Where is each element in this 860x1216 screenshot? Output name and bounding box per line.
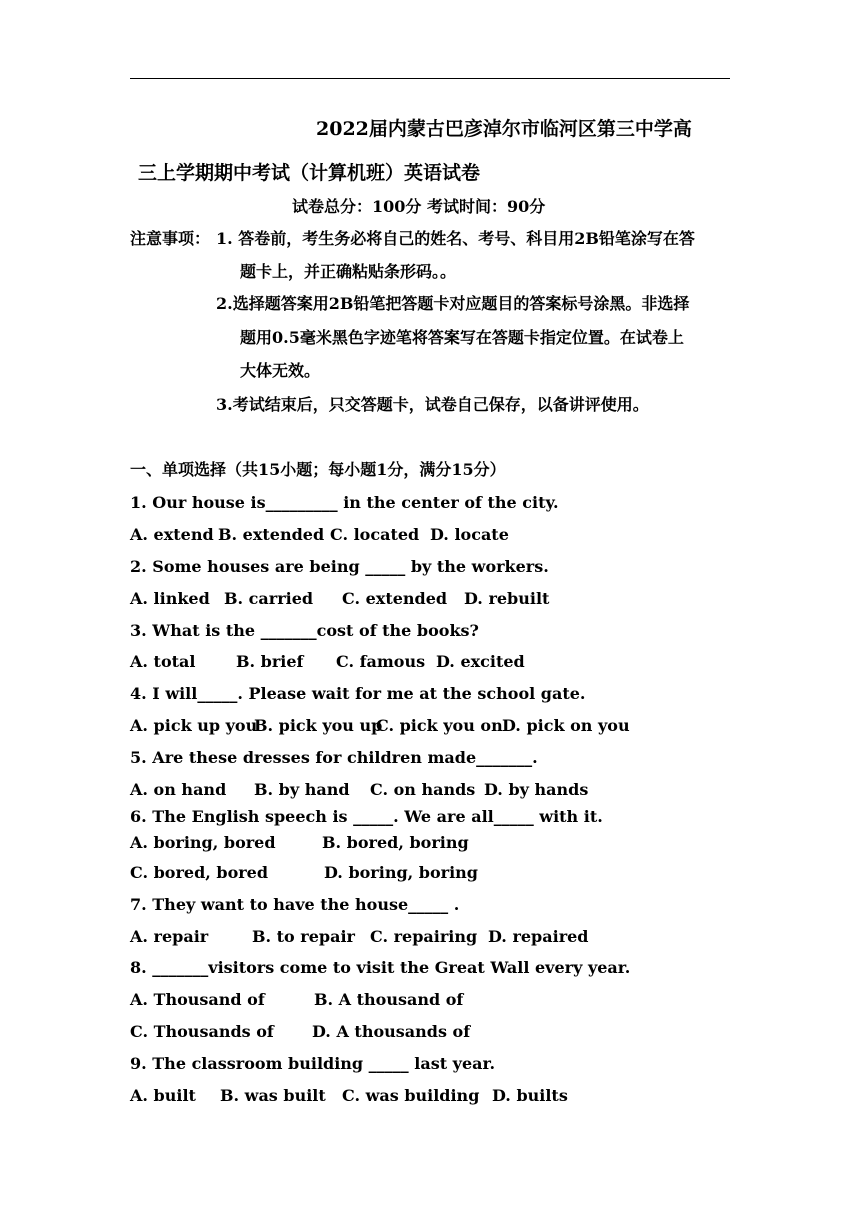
option-b: B. A thousand of (314, 990, 464, 1009)
option-d: D. locate (430, 525, 509, 544)
option-b: B. by hand (254, 780, 350, 799)
notice-item2-line1: 2.选择题答案用2B铅笔把答题卡对应题目的答案标号涂黑。非选择 (216, 294, 690, 313)
notice-item2-line2: 题用0.5毫米黑色字迹笔将答案写在答题卡指定位置。在试卷上 (240, 328, 684, 347)
option-a: A. on hand (130, 780, 227, 799)
option-b: B. to repair (252, 927, 355, 946)
option-d: D. A thousands of (312, 1022, 471, 1041)
option-a: A. Thousand of (130, 990, 265, 1009)
option-c: C. repairing (370, 927, 478, 946)
option-d: D. boring, boring (324, 863, 478, 882)
option-c: C. famous (336, 652, 426, 671)
option-c: C. was building (342, 1086, 480, 1105)
option-a: A. boring, bored (130, 833, 276, 852)
option-c: C. Thousands of (130, 1022, 274, 1041)
exam-info: 试卷总分：100分 考试时间：90分 (292, 197, 546, 216)
option-d: D. excited (436, 652, 525, 671)
option-a: A. built (130, 1086, 196, 1105)
option-b: B. extended (218, 525, 325, 544)
option-c: C. on hands (370, 780, 476, 799)
section-heading: 一、单项选择（共15小题；每小题1分，满分15分） (130, 460, 506, 479)
notice-item2-line3: 大体无效。 (240, 361, 321, 380)
option-d: D. builts (492, 1086, 568, 1105)
question-stem: 4. I will_____. Please wait for me at the school gate. (130, 684, 586, 703)
option-d: D. pick on you (502, 716, 630, 735)
option-a: A. total (130, 652, 196, 671)
option-c: C. bored, bored (130, 863, 269, 882)
option-b: B. pick you up (254, 716, 383, 735)
option-c: C. located (330, 525, 420, 544)
question-stem: 3. What is the _______cost of the books? (130, 621, 479, 640)
question-stem: 9. The classroom building _____ last year. (130, 1054, 496, 1073)
option-a: A. repair (130, 927, 209, 946)
option-d: D. rebuilt (464, 589, 550, 608)
page-title-line1: 2022届内蒙古巴彦淖尔市临河区第三中学高 (316, 118, 692, 140)
option-c: C. extended (342, 589, 448, 608)
option-b: B. carried (224, 589, 314, 608)
question-stem: 7. They want to have the house_____ . (130, 895, 460, 914)
option-b: B. bored, boring (322, 833, 469, 852)
question-stem: 8. _______visitors come to visit the Great Wall every year. (130, 958, 631, 977)
notice-item1-line1: 1. 答卷前，考生务必将自己的姓名、考号、科目用2B铅笔涂写在答 (216, 229, 695, 248)
notice-item3: 3.考试结束后，只交答题卡，试卷自己保存，以备讲评使用。 (216, 395, 649, 414)
option-a: A. linked (130, 589, 210, 608)
option-a: A. extend (130, 525, 214, 544)
option-d: D. repaired (488, 927, 589, 946)
question-stem: 5. Are these dresses for children made_______. (130, 748, 538, 767)
option-c: C. pick you on (376, 716, 503, 735)
page-title-line2: 三上学期期中考试（计算机班）英语试卷 (138, 162, 481, 184)
notice-label: 注意事项： (130, 229, 211, 248)
question-stem: 6. The English speech is _____. We are all_____ with it. (130, 807, 603, 826)
question-stem: 2. Some houses are being _____ by the workers. (130, 557, 549, 576)
option-a: A. pick up you (130, 716, 258, 735)
option-b: B. brief (236, 652, 304, 671)
question-stem: 1. Our house is_________ in the center of the city. (130, 493, 559, 512)
notice-item1-line2: 题卡上，并正确粘贴条形码。。 (240, 262, 457, 281)
top-rule (130, 78, 730, 79)
option-d: D. by hands (484, 780, 589, 799)
option-b: B. was built (220, 1086, 326, 1105)
